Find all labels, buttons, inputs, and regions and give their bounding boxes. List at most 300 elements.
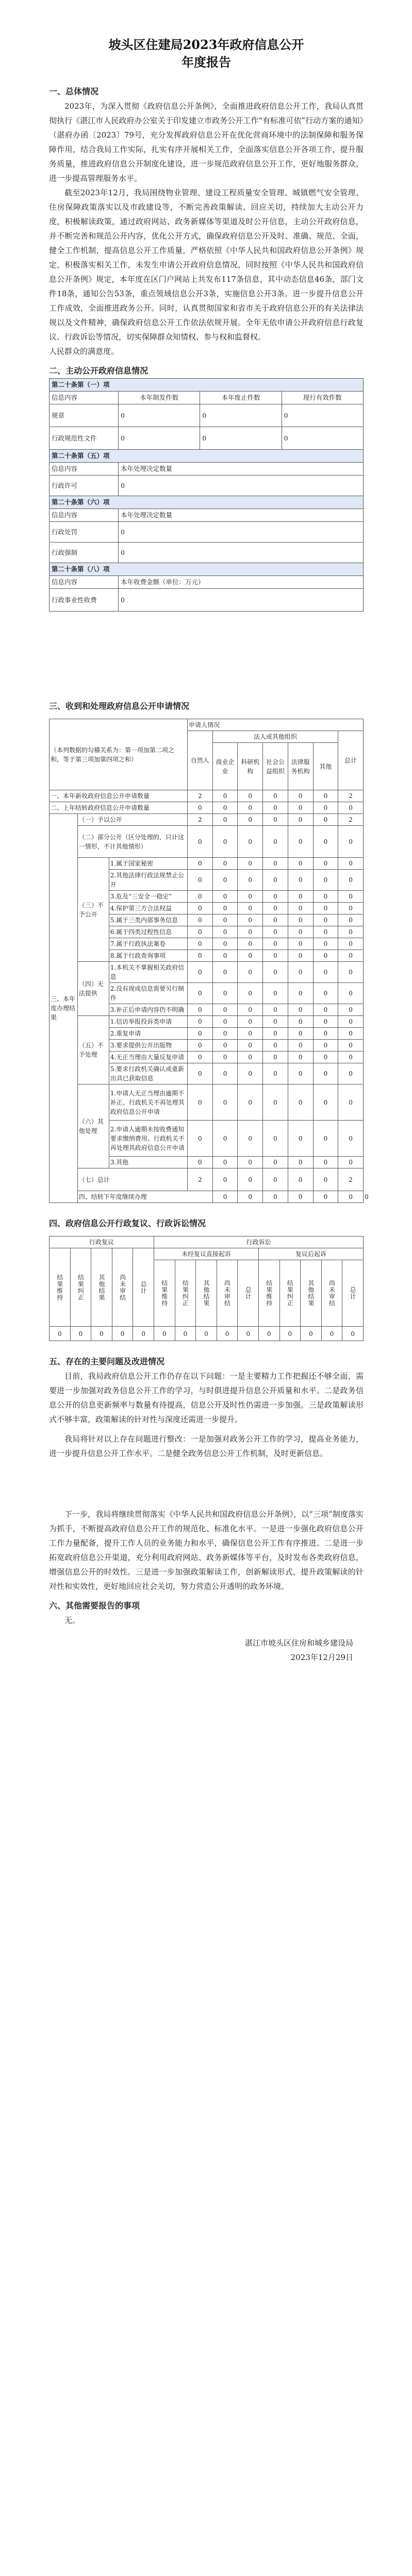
col-header: 其他: [313, 743, 338, 790]
col-header: 本年废止件数: [200, 392, 282, 404]
table-section-header: 第二十条第（一）项: [50, 379, 364, 392]
sec5-paragraph-3: 下一步，我局将继续贯彻落实《中华人民共和国政府信息公开条例》，以“三项”制度落实为抓手，不断提高政府信息公开工作的规范化、标准化水平。一是进一步强化政府信息公开工作力量配备，提升工作人员的业务能力和水平，确保信息公开工作有序推进。二是进一步拓宽政府信息公开渠道，充分利用政府网站、政务新媒体等平台，及时发布各类政府信息，增强信息公开的时效性。三是进一步加强政策解读工作，创新解读形式，提升政策解读的针对性和实效性，更好地回应社会关切，努力营造公开透明的政务环境。: [49, 1510, 364, 1591]
cell-value: 0: [263, 926, 288, 938]
cell-value: 0: [238, 903, 263, 914]
row-label: 一、本年新收政府信息公开申请数量: [50, 790, 188, 802]
cell-value: 0: [70, 1327, 91, 1341]
row-label: 2.重复申请: [109, 1028, 187, 1040]
row-label: （七）总计: [77, 1168, 187, 1191]
cell-value: 0: [288, 1157, 313, 1168]
sec1-paragraph-3: 人民群众的满意度。: [49, 347, 119, 356]
row-label: 1.本机关不掌握相关政府信息: [109, 962, 187, 983]
cell-value: 0: [187, 1004, 212, 1016]
cell-value: 0: [313, 802, 338, 814]
cell-value: 0: [238, 790, 263, 802]
cell-value: 0: [212, 814, 238, 826]
cell-value: 0: [238, 814, 263, 826]
col-header: 信息内容: [50, 392, 119, 404]
cell-value: 0: [187, 914, 212, 926]
cell-value: 0: [212, 891, 238, 903]
cell-value: 0: [338, 1004, 364, 1016]
cell-value: 0: [212, 1028, 238, 1040]
row-label: 行政处罚: [50, 522, 119, 543]
cell-value: 0: [238, 826, 263, 858]
cell-value: 0: [313, 870, 338, 891]
cell-value: 0: [282, 404, 363, 427]
cell-value: 0: [212, 962, 238, 983]
sec5-paragraph-1: 目前，我局政府信息公开工作仍存在以下问题：一是主要精力工作把握还不够全面，需要进一步加强对政务信息公开工作的学习，与时俱进提升信息公开质量和水平。二是政务信息公开的信息更新频率与数量有待提高，信息公开及时性仍需进一步加强。三是政策解读形式不够丰富，政策解读的针对性与深度还需进一步提升。: [49, 1371, 364, 1424]
col-header: 其他结果: [301, 1260, 322, 1327]
cell-value: 0: [313, 962, 338, 983]
col-header: 尚未审结: [217, 1260, 238, 1327]
cell-value: 0: [313, 1063, 338, 1084]
row-group-label: （五）不予处理: [77, 1016, 109, 1084]
cell-value: 0: [212, 1052, 238, 1063]
cell-value: 0: [263, 1121, 288, 1157]
row-label: 二、上年结转政府信息公开申请数量: [50, 802, 188, 814]
cell-value: 0: [258, 1327, 279, 1341]
cell-value: 0: [288, 1052, 313, 1063]
cell-value: 0: [338, 950, 364, 962]
cell-value: 0: [263, 1016, 288, 1028]
cell-value: 0: [118, 522, 363, 543]
cell-value: 0: [118, 404, 200, 427]
cell-value: 0: [263, 1191, 288, 1203]
cell-value: 0: [238, 1052, 263, 1063]
col-header: 结果维持: [50, 1248, 71, 1327]
cell-value: 0: [313, 1016, 338, 1028]
sec6-paragraph-1: 无。: [64, 1616, 80, 1625]
cell-value: 0: [238, 1028, 263, 1040]
cell-value: 0: [338, 802, 364, 814]
cell-value: 0: [288, 950, 313, 962]
row-label: 5.属于三类内部事务信息: [109, 914, 187, 926]
cell-value: 0: [118, 476, 363, 496]
cell-value: 0: [288, 1028, 313, 1040]
cell-value: 0: [212, 1063, 238, 1084]
cell-value: 0: [263, 938, 288, 950]
cell-value: 0: [288, 870, 313, 891]
cell-value: 0: [313, 938, 338, 950]
cell-value: 0: [338, 926, 364, 938]
cell-value: 0: [338, 1063, 364, 1084]
cell-value: 0: [212, 1016, 238, 1028]
cell-value: 0: [91, 1327, 112, 1341]
cell-value: 0: [263, 891, 288, 903]
col-header: 法律服务机构: [288, 743, 313, 790]
cell-value: 0: [238, 950, 263, 962]
cell-value: 0: [187, 1121, 212, 1157]
col-header: 信息内容: [50, 509, 119, 522]
cell-value: 0: [313, 1191, 338, 1203]
cell-value: 0: [338, 983, 364, 1004]
col-header-natural: 自然人: [187, 731, 212, 790]
row-group-label: 三、本年度办理结果: [50, 814, 78, 1203]
cell-value: 2: [338, 814, 364, 826]
review-litigation-table: [49, 1236, 364, 1341]
cell-value: 0: [288, 1063, 313, 1084]
cell-value: 0: [342, 1327, 364, 1341]
col-header: 总计: [238, 1260, 259, 1327]
cell-value: 0: [313, 790, 338, 802]
cell-value: 0: [263, 814, 288, 826]
cell-value: 0: [238, 938, 263, 950]
col-header-lit: 行政诉讼: [154, 1236, 363, 1248]
row-label: 1.属于国家秘密: [109, 858, 187, 870]
col-header: 信息内容: [50, 463, 119, 476]
table-section-header: 第二十条第（五）项: [50, 450, 364, 463]
cell-value: 0: [187, 962, 212, 983]
row-label: 1.申请人无正当理由逾期不补正、行政机关不再处理其政府信息公开申请: [109, 1084, 187, 1121]
cell-value: 0: [238, 914, 263, 926]
table-section-header: 第二十条第（六）项: [50, 496, 364, 509]
cell-value: 0: [212, 858, 238, 870]
col-header: 现行有效件数: [282, 392, 363, 404]
cell-value: 0: [288, 1004, 313, 1016]
cell-value: 0: [238, 1016, 263, 1028]
cell-value: 0: [313, 891, 338, 903]
cell-value: 0: [238, 891, 263, 903]
col-header: 本年处理决定数量: [118, 509, 363, 522]
cell-value: 0: [288, 962, 313, 983]
cell-value: 0: [50, 1327, 71, 1341]
cell-value: 0: [212, 1084, 238, 1121]
cell-value: 0: [288, 938, 313, 950]
cell-value: 0: [187, 1016, 212, 1028]
title-line1: 坡头区住建局2023年政府信息公开: [108, 37, 304, 52]
cell-value: 0: [238, 1327, 259, 1341]
application-table: [49, 719, 369, 1203]
cell-value: 0: [288, 802, 313, 814]
cell-value: 0: [187, 1063, 212, 1084]
row-label: 行政规范性文件: [50, 427, 119, 450]
cell-value: 0: [338, 938, 364, 950]
cell-value: 0: [313, 926, 338, 938]
cell-value: 0: [313, 1004, 338, 1016]
row-label: 规章: [50, 404, 119, 427]
col-header: 尚未审结: [321, 1260, 342, 1327]
title-line2: 年度报告: [182, 55, 231, 70]
row-label: 4.无正当理由大量反复申请: [109, 1052, 187, 1063]
row-label: 3.其他: [109, 1157, 187, 1168]
row-label: 3.要求提供公开出版物: [109, 1040, 187, 1052]
cell-value: 0: [338, 914, 364, 926]
cell-value: 0: [313, 826, 338, 858]
sec1-paragraph-1: 2023年，为深入贯彻《政府信息公开条例》，全面推进政府信息公开工作，我局认真贯彻执行《湛江市人民政府办公室关于印发建立市政务公开工作“有标准可依”行动方案的通知》（湛府办函〔2023〕79号，充分发挥政府信息公开在优化营商环境中的法制保障和服务保障作用，结合我局工作实际，扎实有序开展相关工作，全面落实信息公开各项工作，提升服务质量，推进政府信息公开制度化建设，进一步规范政府信息公开工作，更好地服务群众，进一步提高管理服务水平。: [49, 101, 364, 183]
cell-value: 0: [187, 926, 212, 938]
cell-value: 0: [263, 1028, 288, 1040]
row-label: 行政事业性收费: [50, 589, 119, 612]
cell-value: 0: [313, 1028, 338, 1040]
row-label: 2.其他法律行政法规禁止公开: [109, 870, 187, 891]
cell-value: 0: [118, 589, 363, 612]
cell-value: 0: [288, 891, 313, 903]
cell-value: 0: [338, 1191, 364, 1203]
cell-value: 0: [263, 1157, 288, 1168]
cell-value: 2: [187, 790, 212, 802]
sec2-title: 二、主动公开政府信息情况: [49, 366, 149, 376]
col-header: 本年制发件数: [118, 392, 200, 404]
cell-value: 0: [238, 858, 263, 870]
active-disclosure-table: [49, 378, 364, 612]
cell-value: 0: [288, 914, 313, 926]
cell-value: 0: [187, 858, 212, 870]
cell-value: 0: [288, 1191, 313, 1203]
cell-value: 0: [187, 983, 212, 1004]
cell-value: 0: [154, 1327, 175, 1341]
cell-value: 0: [187, 1084, 212, 1121]
cell-value: 2: [187, 814, 212, 826]
cell-value: 0: [212, 790, 238, 802]
cell-value: 0: [313, 914, 338, 926]
col-header: 总计: [342, 1260, 364, 1327]
cell-value: 0: [338, 1157, 364, 1168]
report-title: [49, 36, 364, 71]
col-header: 社会公益组织: [263, 743, 288, 790]
col-header: 本年处理决定数量: [118, 463, 363, 476]
cell-value: 0: [288, 926, 313, 938]
report-page: [49, 36, 369, 1665]
sec3-title: 三、收到和处理政府信息公开申请情况: [49, 701, 190, 711]
cell-value: 0: [112, 1327, 133, 1341]
cell-value: 0: [238, 926, 263, 938]
cell-value: 0: [133, 1327, 154, 1341]
cell-value: 0: [238, 983, 263, 1004]
cell-value: 0: [187, 1028, 212, 1040]
cell-value: 0: [187, 802, 212, 814]
cell-value: 0: [196, 1327, 217, 1341]
cell-value: 0: [288, 983, 313, 1004]
cell-value: 0: [263, 950, 288, 962]
cell-value: 0: [279, 1327, 301, 1341]
cell-value: 0: [313, 950, 338, 962]
row-label: 6.属于四类过程性信息: [109, 926, 187, 938]
row-label: 4.保护第三方合法权益: [109, 903, 187, 914]
cell-value: 0: [313, 1040, 338, 1052]
cell-value: 0: [288, 858, 313, 870]
cell-value: 0: [175, 1327, 196, 1341]
col-header: 科研机构: [238, 743, 263, 790]
cell-value: 0: [212, 950, 238, 962]
sec5-paragraph-2: 我局将针对以上存在问题进行整改：一是加强对政务公开工作的学习，提高业务能力，进一步提升信息公开工作水平。二是健全政务信息公开工作机制，及时更新信息。: [49, 1434, 364, 1458]
cell-value: 0: [313, 1084, 338, 1121]
cell-value: 0: [338, 1028, 364, 1040]
col-header: 商业企业: [212, 743, 238, 790]
cell-value: 0: [118, 427, 200, 450]
table-section-header: 第二十条第（八）项: [50, 563, 364, 576]
cell-value: 0: [263, 1063, 288, 1084]
row-group-label: （六）其他处理: [77, 1084, 109, 1168]
cell-value: 0: [288, 826, 313, 858]
cell-value: 0: [338, 858, 364, 870]
cell-value: 0: [263, 903, 288, 914]
col-header-total: 总计: [338, 731, 364, 790]
cell-value: 0: [200, 427, 282, 450]
col-header: 结果纠正: [279, 1260, 301, 1327]
col-header: 信息内容: [50, 576, 119, 589]
cell-value: 0: [118, 543, 363, 563]
col-header-recon: 行政复议: [50, 1236, 154, 1248]
cell-value: 2: [338, 1168, 364, 1191]
sec1-title: 一、总体情况: [49, 87, 99, 96]
cell-value: 2: [338, 790, 364, 802]
cell-value: 0: [288, 790, 313, 802]
cell-value: 0: [212, 926, 238, 938]
cell-value: 0: [187, 950, 212, 962]
cell-value: 0: [212, 938, 238, 950]
col-header-legal: 法人或其他组织: [212, 731, 338, 743]
sec1-paragraph-2: 截至2023年12月，我局围绕物业管理、建设工程质量安全管理、城镇燃气安全管理、住房保障政策落实以及市政建设等，不断完善政策解读、回应关切，持续加大主动公开力度，积极解读政策，通过政府网站、政务新媒体等渠道及时公开信息，主动公开政府信息，并不断完善和规范公开内容，优化公开方式，确保政府信息公开及时、准确、规范、全面，健全工作机制，提高信息公开工作质量，严格依照《中华人民共和国政府信息公开条例》规定，积极落实相关工作，未发生申请公开政府信息情况，同时按照《中华人民共和国政府信息公开条例》规定，本年度在区门户网站上共发布117条信息，其中动态信息46条，部门文件18条，通知公告53条，重点领域信息公开3条，实施信息公开3条。进一步提升信息公开工作成效，全面推进政务公开。同时，认真贯彻国家和省市关于政府信息公开的有关法律法规以及文件精神，确保政府信息公开工作依法依规开展。全年无依申请公开政府信息行政复议、行政诉讼等情况，切实保障群众知情权、参与权和监督权。: [49, 188, 364, 342]
col-header: 其他结果: [91, 1248, 112, 1327]
row-label: （一）予以公开: [77, 814, 187, 826]
row-label: 3.危及“三安全一稳定”: [109, 891, 187, 903]
cell-value: 0: [313, 1121, 338, 1157]
col-header: 其他结果: [196, 1260, 217, 1327]
cell-value: 0: [338, 891, 364, 903]
cell-value: 0: [263, 870, 288, 891]
cell-value: 0: [238, 1157, 263, 1168]
col-header: 尚未审结: [112, 1248, 133, 1327]
cell-value: 0: [313, 858, 338, 870]
cell-value: 0: [238, 1191, 263, 1203]
applicant-header: 申请人情况: [187, 719, 363, 731]
cell-value: 0: [238, 1040, 263, 1052]
cell-value: 0: [212, 1191, 238, 1203]
col-header-notrecon: 未经复议直接起诉: [154, 1248, 258, 1260]
cell-value: 0: [313, 903, 338, 914]
cell-value: 0: [212, 914, 238, 926]
cell-value: 0: [338, 1040, 364, 1052]
row-group-label: （四）无法提供: [77, 962, 109, 1016]
cell-value: 0: [187, 938, 212, 950]
row-label: 5.要求行政机关确认或重新出具已获取信息: [109, 1063, 187, 1084]
cell-value: 0: [263, 802, 288, 814]
row-label: 四、结转下年度继续办理: [77, 1191, 212, 1203]
cell-value: 0: [263, 826, 288, 858]
cell-value: 0: [263, 1040, 288, 1052]
cell-value: 0: [187, 1157, 212, 1168]
cell-value: 0: [187, 1040, 212, 1052]
cell-value: 0: [313, 983, 338, 1004]
row-label: 2.申请人逾期未按收费通知要求缴纳费用、行政机关不再处理其政府信息公开申请: [109, 1121, 187, 1157]
table-corner-note: （本列数据的勾稽关系为：第一项加第二项之和，等于第三项加第四项之和）: [50, 719, 188, 790]
cell-value: 0: [313, 1157, 338, 1168]
cell-value: 0: [263, 983, 288, 1004]
cell-value: 0: [212, 802, 238, 814]
cell-value: 0: [313, 1168, 338, 1191]
cell-value: 0: [263, 914, 288, 926]
cell-value: 0: [187, 891, 212, 903]
cell-value: 0: [338, 962, 364, 983]
col-header-afterrecon: 复议后起诉: [258, 1248, 363, 1260]
cell-value: 0: [263, 1168, 288, 1191]
cell-value: 0: [217, 1327, 238, 1341]
cell-value: 0: [338, 870, 364, 891]
cell-value: 0: [263, 1052, 288, 1063]
cell-value: 0: [338, 1052, 364, 1063]
cell-value: 0: [321, 1327, 342, 1341]
cell-value: 0: [238, 1063, 263, 1084]
cell-value: 0: [338, 826, 364, 858]
row-label: 7.属于行政执法案卷: [109, 938, 187, 950]
cell-value: 0: [238, 1121, 263, 1157]
col-header: 结果纠正: [175, 1260, 196, 1327]
cell-value: 0: [187, 903, 212, 914]
cell-value: 0: [238, 870, 263, 891]
cell-value: 0: [212, 1168, 238, 1191]
sec6-title: 六、其他需要报告的事项: [49, 1601, 140, 1611]
cell-value: 0: [263, 1004, 288, 1016]
cell-value: 0: [212, 903, 238, 914]
cell-value: 0: [187, 870, 212, 891]
cell-value: 0: [288, 903, 313, 914]
cell-value: 0: [338, 1084, 364, 1121]
cell-value: 0: [288, 1016, 313, 1028]
cell-value: 0: [282, 427, 363, 450]
sec4-title: 四、政府信息公开行政复议、行政诉讼情况: [49, 1218, 206, 1228]
cell-value: 0: [212, 1121, 238, 1157]
sec5-title: 五、存在的主要问题及改进情况: [49, 1357, 165, 1366]
row-label: （二）部分公开（区分处理的，只计这一情形，不计其他情形）: [77, 826, 187, 858]
cell-value: 0: [313, 814, 338, 826]
row-group-label: （三）不予公开: [77, 858, 109, 962]
cell-value: 0: [238, 1004, 263, 1016]
cell-value: 0: [212, 1157, 238, 1168]
row-label: 1.信访举报投诉类申请: [109, 1016, 187, 1028]
cell-value: 0: [238, 1168, 263, 1191]
cell-value: 0: [238, 1084, 263, 1121]
row-label: 行政强制: [50, 543, 119, 563]
cell-value: 0: [238, 962, 263, 983]
cell-value: 0: [288, 1121, 313, 1157]
row-label: 3.补正后申请内容仍不明确: [109, 1004, 187, 1016]
cell-value: 0: [263, 858, 288, 870]
cell-value: 2: [187, 1168, 212, 1191]
cell-value: 0: [238, 802, 263, 814]
cell-value: 0: [338, 1016, 364, 1028]
cell-value: 0: [212, 826, 238, 858]
cell-value: 0: [187, 826, 212, 858]
col-header: 结果维持: [154, 1260, 175, 1327]
row-label: 8.属于行政查询事项: [109, 950, 187, 962]
cell-value: 0: [288, 1168, 313, 1191]
cell-value: 0: [338, 1121, 364, 1157]
cell-value: 0: [263, 790, 288, 802]
cell-value: 0: [313, 1052, 338, 1063]
col-header: 总计: [133, 1248, 154, 1327]
row-label: 2.没有现成信息需要另行制作: [109, 983, 187, 1004]
cell-value: 0: [288, 1040, 313, 1052]
cell-value: 0: [212, 1040, 238, 1052]
col-header: 结果维持: [258, 1260, 279, 1327]
col-header: 结果纠正: [70, 1248, 91, 1327]
cell-value: 0: [338, 903, 364, 914]
signature-org: 湛江市坡头区住房和城乡建设局: [244, 1638, 353, 1648]
signature-date: 2023年12月29日: [290, 1653, 353, 1662]
cell-value: 0: [200, 404, 282, 427]
cell-value: 0: [212, 1004, 238, 1016]
row-label: 行政许可: [50, 476, 119, 496]
cell-value: 0: [263, 1084, 288, 1121]
col-header: 本年收费金额（单位：万元）: [118, 576, 363, 589]
cell-value: 0: [288, 1084, 313, 1121]
cell-value: 0: [187, 1052, 212, 1063]
cell-value: 0: [212, 870, 238, 891]
cell-value: 0: [263, 962, 288, 983]
cell-value: 0: [301, 1327, 322, 1341]
cell-value: 0: [212, 983, 238, 1004]
cell-value: 0: [288, 814, 313, 826]
